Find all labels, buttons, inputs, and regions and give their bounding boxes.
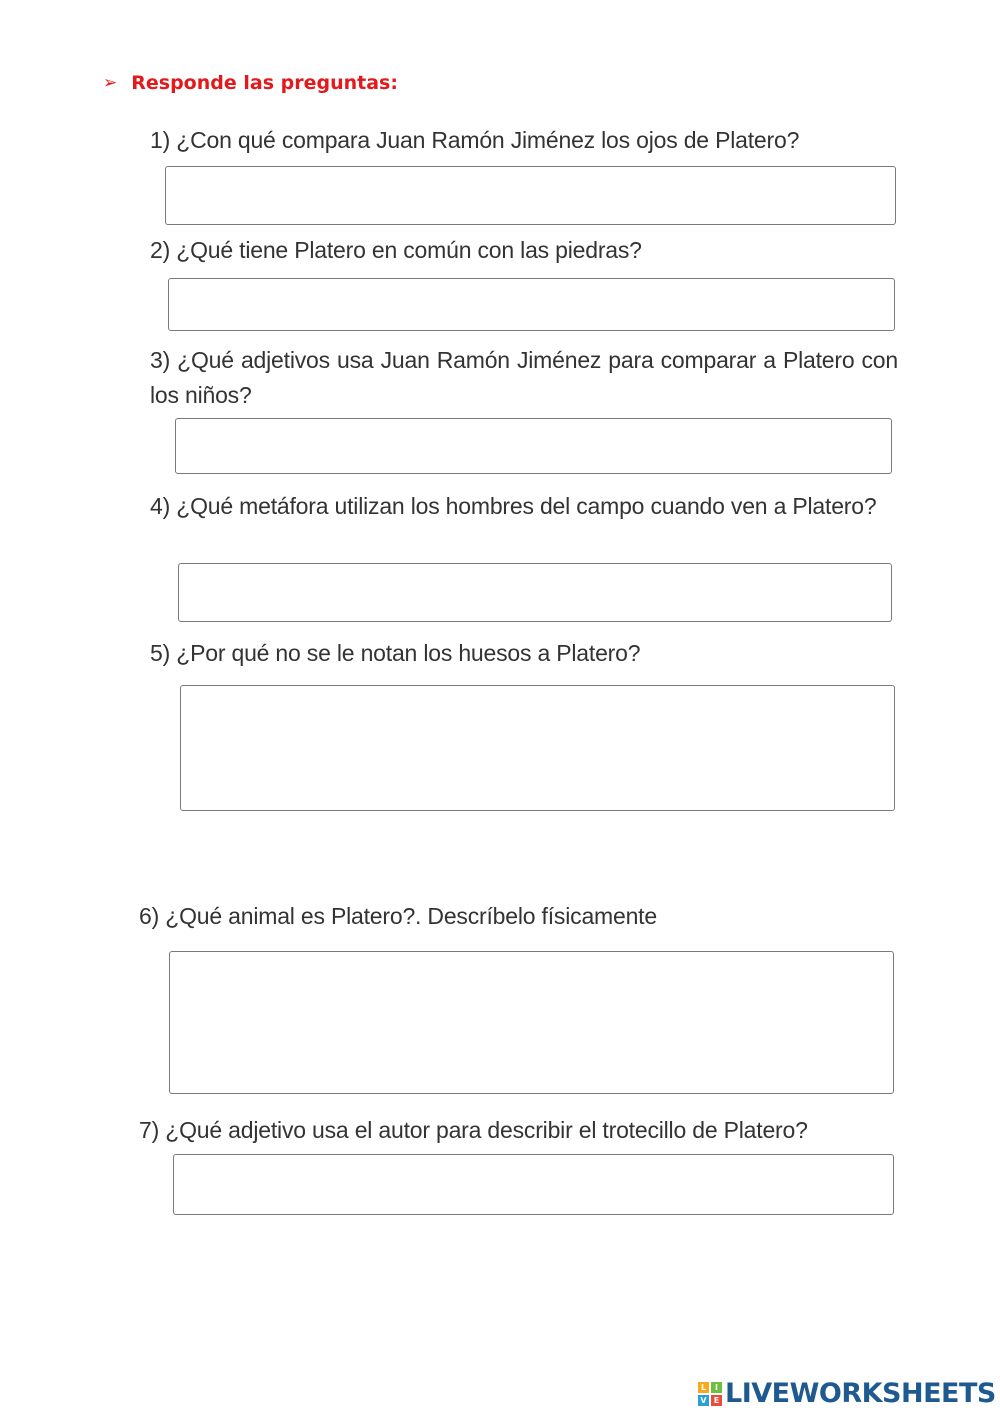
instructions-heading <box>103 72 398 94</box>
question-6: 6) ¿Qué animal es Platero?. Descríbelo físicamente <box>139 903 657 929</box>
question-7: 7) ¿Qué adjetivo usa el autor para describir el trotecillo de Platero? <box>139 1117 808 1143</box>
liveworksheets-mark-icon <box>698 1382 722 1406</box>
logo-mark-i: I <box>711 1382 722 1393</box>
answer-6-input[interactable] <box>169 951 894 1094</box>
question-2: 2) ¿Qué tiene Platero en común con las piedras? <box>150 237 642 263</box>
answer-2-input[interactable] <box>168 278 895 331</box>
question-5: 5) ¿Por qué no se le notan los huesos a Platero? <box>150 640 641 666</box>
arrow-bullet-icon: ➢ <box>103 73 118 93</box>
liveworksheets-logo <box>698 1378 996 1409</box>
question-4: 4) ¿Qué metáfora utilizan los hombres del campo cuando ven a Platero? <box>150 493 877 519</box>
answer-5-input[interactable] <box>180 685 895 811</box>
answer-4-input[interactable] <box>178 563 892 622</box>
question-3: 3) ¿Qué adjetivos usa Juan Ramón Jiménez para comparar a Platero con los niños? <box>150 347 898 408</box>
liveworksheets-wordmark: LIVEWORKSHEETS <box>725 1378 996 1409</box>
instructions-text: Responde las preguntas: <box>131 72 398 94</box>
answer-3-input[interactable] <box>175 418 892 474</box>
answer-1-input[interactable] <box>165 166 896 225</box>
logo-mark-l: L <box>698 1382 709 1393</box>
logo-mark-v: V <box>698 1395 709 1406</box>
logo-mark-e: E <box>711 1395 722 1406</box>
question-1: 1) ¿Con qué compara Juan Ramón Jiménez los ojos de Platero? <box>150 127 800 153</box>
answer-7-input[interactable] <box>173 1154 894 1215</box>
